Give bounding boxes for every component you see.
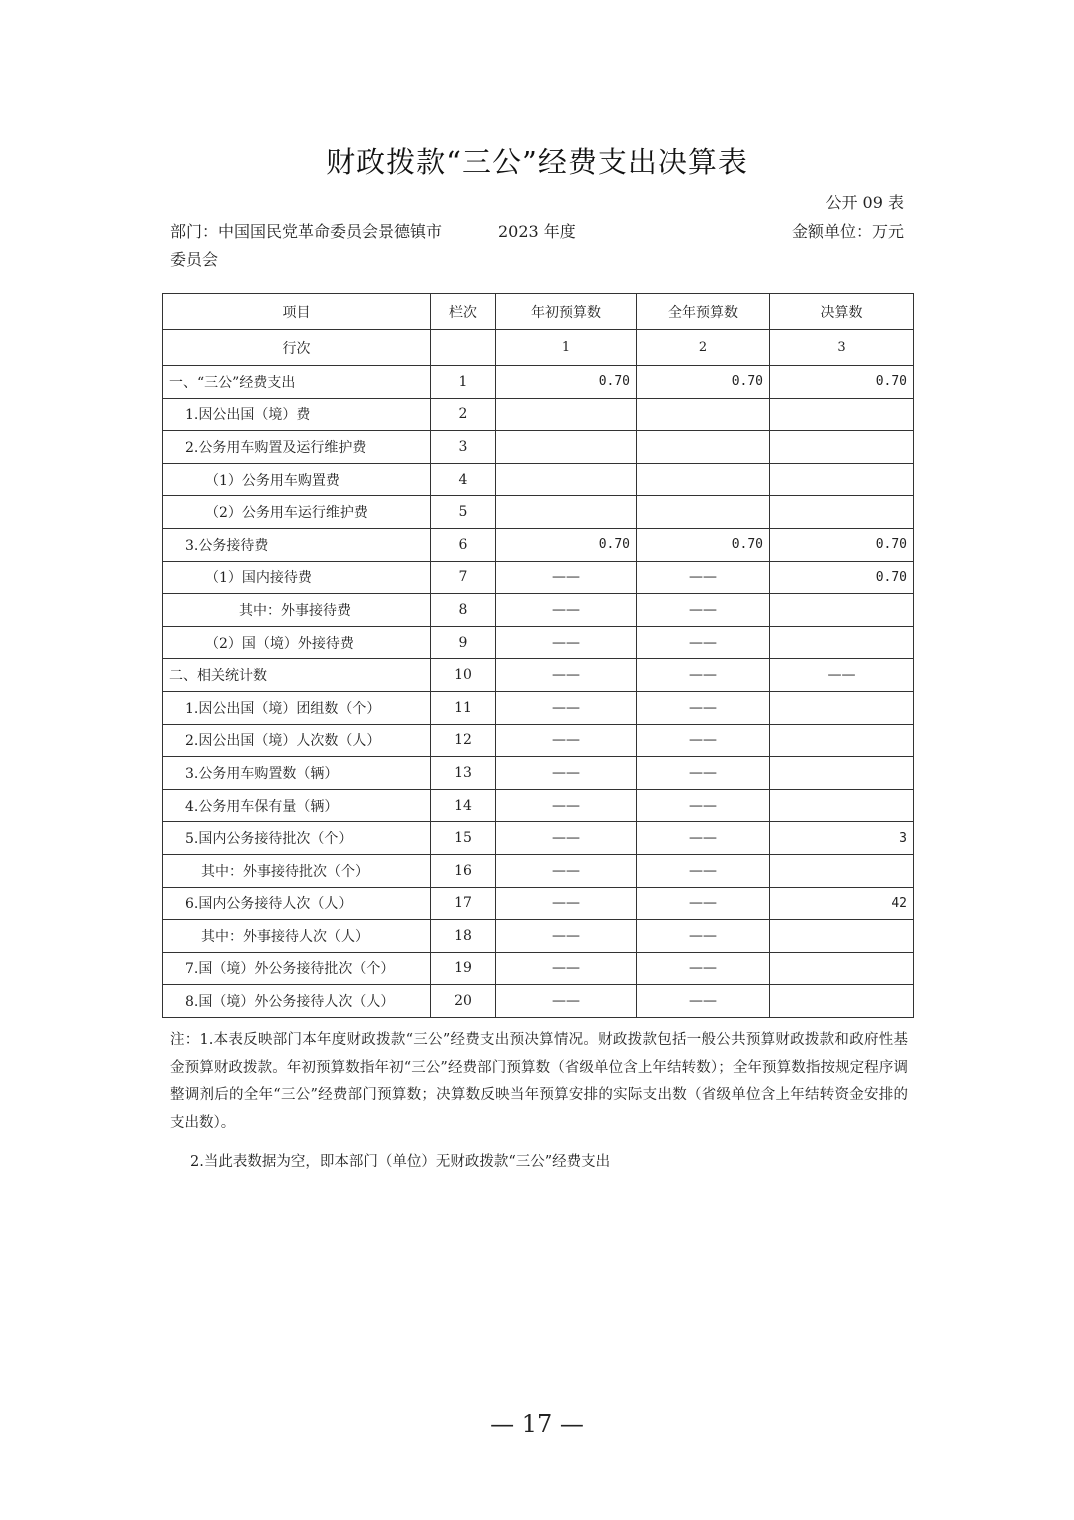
row-full [637,496,770,529]
row-initial: —— [496,724,637,757]
row-final: 3 [770,822,914,855]
header-row [163,294,914,330]
row-item: 2.因公出国（境）人次数（人） [163,724,431,757]
row-initial: —— [496,789,637,822]
row-line: 9 [431,626,496,659]
row-final: 42 [770,887,914,920]
index-row [163,330,914,366]
table-row [163,822,914,855]
row-full: —— [637,594,770,627]
row-line: 6 [431,528,496,561]
table-row [163,463,914,496]
table-row [163,366,914,399]
row-final [770,985,914,1018]
row-item: 8.国（境）外公务接待人次（人） [163,985,431,1018]
row-full [637,463,770,496]
row-full: —— [637,887,770,920]
header-full-year-budget: 全年预算数 [637,294,770,330]
row-item: （2）国（境）外接待费 [163,626,431,659]
row-initial: —— [496,626,637,659]
row-final: 0.70 [770,366,914,399]
row-line: 1 [431,366,496,399]
three-public-expense-table [162,293,914,1018]
row-item: 其中：外事接待批次（个） [163,854,431,887]
header-initial-budget: 年初预算数 [496,294,637,330]
row-final [770,626,914,659]
row-initial: —— [496,887,637,920]
row-full: —— [637,757,770,790]
row-full [637,398,770,431]
row-full: —— [637,724,770,757]
row-line: 11 [431,691,496,724]
table-row [163,952,914,985]
row-final [770,398,914,431]
row-line: 8 [431,594,496,627]
department-label: 部门：中国国民党革命委员会景德镇市委员会 [170,222,443,269]
index-col-2: 2 [637,330,770,366]
fiscal-year: 2023 年度 [498,222,576,241]
row-item: （2）公务用车运行维护费 [163,496,431,529]
row-initial: 0.70 [496,528,637,561]
page-number: — 17 — [490,1410,584,1438]
row-final [770,920,914,953]
table-row [163,626,914,659]
row-item: 其中：外事接待人次（人） [163,920,431,953]
form-number: 公开 09 表 [825,193,904,212]
row-line: 5 [431,496,496,529]
row-line: 13 [431,757,496,790]
header-final-account: 决算数 [770,294,914,330]
row-item: 二、相关统计数 [163,659,431,692]
row-line: 2 [431,398,496,431]
table-row [163,789,914,822]
header-item: 项目 [163,294,431,330]
row-final [770,594,914,627]
row-full: —— [637,822,770,855]
row-item: 其中：外事接待费 [163,594,431,627]
table-row [163,854,914,887]
row-initial: —— [496,757,637,790]
row-full: —— [637,691,770,724]
row-item: 7.国（境）外公务接待批次（个） [163,952,431,985]
table-row [163,887,914,920]
row-final [770,789,914,822]
row-full: —— [637,659,770,692]
row-initial [496,398,637,431]
row-full: —— [637,561,770,594]
row-line: 20 [431,985,496,1018]
row-item: （1）国内接待费 [163,561,431,594]
row-item: 2.公务用车购置及运行维护费 [163,431,431,464]
table-row [163,398,914,431]
row-final: 0.70 [770,561,914,594]
row-initial: —— [496,985,637,1018]
table-row [163,920,914,953]
row-initial: —— [496,691,637,724]
row-item: 5.国内公务接待批次（个） [163,822,431,855]
table-row [163,659,914,692]
row-item: 3.公务接待费 [163,528,431,561]
row-item: 6.国内公务接待人次（人） [163,887,431,920]
row-line: 4 [431,463,496,496]
table-row [163,496,914,529]
row-initial: —— [496,561,637,594]
row-full: —— [637,854,770,887]
row-initial: —— [496,920,637,953]
table-row [163,757,914,790]
row-final [770,952,914,985]
row-initial: —— [496,822,637,855]
row-item: 一、“三公”经费支出 [163,366,431,399]
amount-unit: 金额单位：万元 [791,222,904,241]
row-final: 0.70 [770,528,914,561]
row-full: —— [637,626,770,659]
row-final: —— [770,659,914,692]
row-final [770,757,914,790]
table-note-2: 2.当此表数据为空，即本部门（单位）无财政拨款“三公”经费支出 [190,1154,611,1170]
table-row [163,594,914,627]
row-initial [496,496,637,529]
row-full: 0.70 [637,528,770,561]
row-line: 19 [431,952,496,985]
row-item: 4.公务用车保有量（辆） [163,789,431,822]
row-final [770,496,914,529]
row-line: 14 [431,789,496,822]
row-full [637,431,770,464]
row-initial [496,431,637,464]
row-full: —— [637,789,770,822]
row-final [770,691,914,724]
row-full: 0.70 [637,366,770,399]
row-line: 15 [431,822,496,855]
row-initial: —— [496,854,637,887]
row-line: 18 [431,920,496,953]
table-row [163,431,914,464]
row-line: 3 [431,431,496,464]
index-col-1: 1 [496,330,637,366]
row-line: 12 [431,724,496,757]
header-line: 栏次 [431,294,496,330]
row-initial: 0.70 [496,366,637,399]
page-title: 财政拨款“三公”经费支出决算表 [326,145,748,179]
row-final [770,463,914,496]
table-row [163,691,914,724]
index-line [431,330,496,366]
row-full: —— [637,985,770,1018]
row-initial: —— [496,659,637,692]
row-initial: —— [496,594,637,627]
index-label: 行次 [163,330,431,366]
row-item: （1）公务用车购置费 [163,463,431,496]
row-final [770,431,914,464]
index-col-3: 3 [770,330,914,366]
row-initial [496,463,637,496]
row-item: 3.公务用车购置数（辆） [163,757,431,790]
row-line: 17 [431,887,496,920]
table-row [163,985,914,1018]
row-initial: —— [496,952,637,985]
row-full: —— [637,920,770,953]
row-item: 1.因公出国（境）费 [163,398,431,431]
table-note-1: 注：1.本表反映部门本年度财政拨款“三公”经费支出预决算情况。财政拨款包括一般公共预算财政拨款和政府性基金预算财政拨款。年初预算数指年初“三公”经费部门预算数（省级单位含上年结转数）；全年预算数指按规定程序调整调剂后的全年“三公”经费部门预算数；决算数反映当年预算安排的实际支出数（省级单位含上年结转资金安排的支出数）。 [170,1032,908,1131]
table-row [163,724,914,757]
row-line: 16 [431,854,496,887]
row-final [770,724,914,757]
row-item: 1.因公出国（境）团组数（个） [163,691,431,724]
table-row [163,528,914,561]
row-final [770,854,914,887]
row-line: 10 [431,659,496,692]
row-line: 7 [431,561,496,594]
row-full: —— [637,952,770,985]
table-row [163,561,914,594]
